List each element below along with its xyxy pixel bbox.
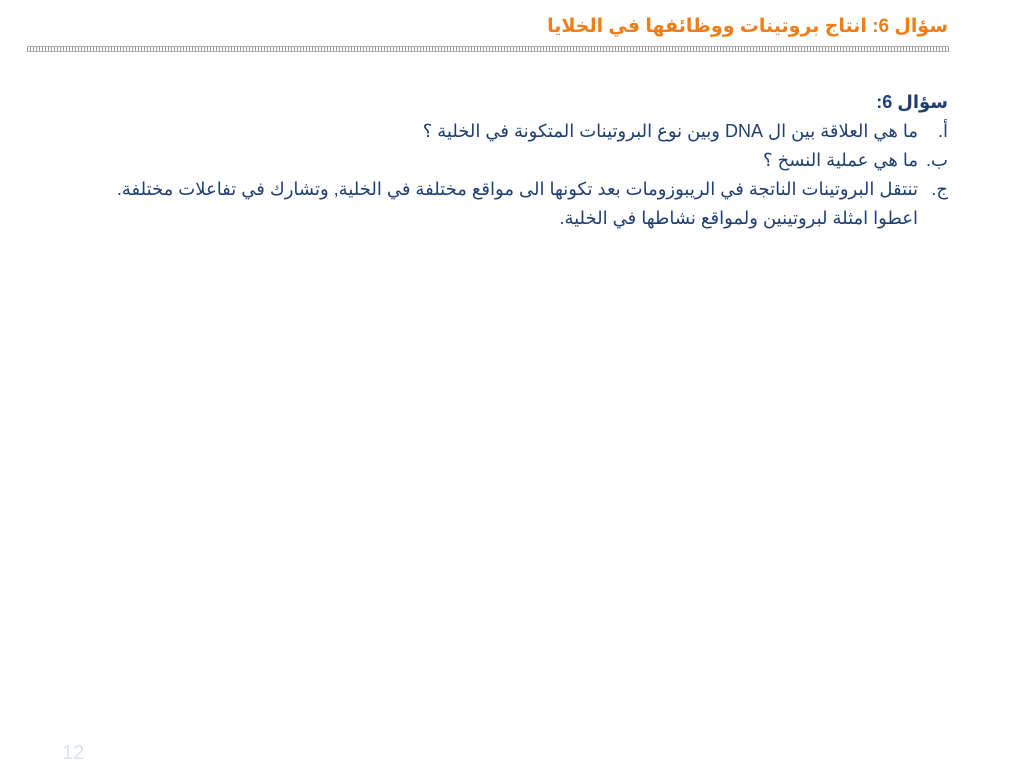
item-marker-b: ب. — [926, 150, 948, 170]
question-item-a — [78, 117, 948, 146]
title-divider — [27, 46, 949, 52]
slide-number: 12 — [62, 742, 85, 764]
question-item-c — [78, 175, 948, 233]
item-text-c: تنتقل البروتينات الناتجة في الريبوزومات بعد تكونها الى مواقع مختلفة في الخلية, وتشارك في تفاعلات مختلفة. اعطوا امثلة لبروتينين ولمواقع نشاطها في الخلية. — [116, 179, 918, 228]
question-heading: سؤال 6: — [876, 92, 948, 112]
question-item-b — [78, 146, 948, 175]
item-marker-a: أ. — [937, 121, 948, 141]
item-marker-c: ج. — [931, 179, 948, 199]
item-text-b: ما هي عملية النسخ ؟ — [763, 150, 918, 170]
item-text-a: ما هي العلاقة بين ال DNA وبين نوع البروتينات المتكونة في الخلية ؟ — [422, 121, 918, 141]
slide-title: سؤال 6: انتاج بروتينات ووظائفها في الخلايا — [547, 16, 948, 37]
slide-content — [78, 88, 948, 233]
